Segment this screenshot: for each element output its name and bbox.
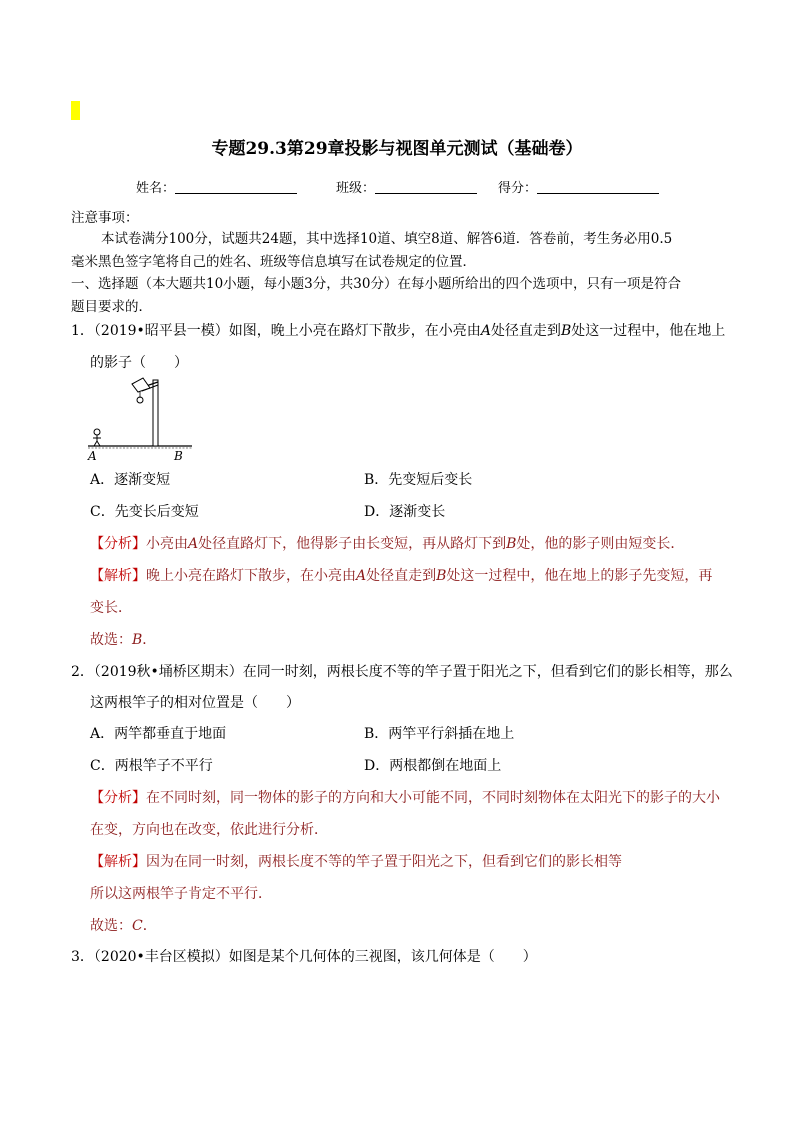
highlight-marker xyxy=(71,101,80,120)
q1-option-b[interactable]: B．先变短后变长 xyxy=(364,472,473,488)
page-title: 专题29.3第29章投影与视图单元测试（基础卷） xyxy=(211,139,583,159)
analysis-tag: 【分析】 xyxy=(90,536,146,552)
score-blank[interactable] xyxy=(537,181,659,194)
notice-line-2: 毫米黑色签字笔将自己的姓名、班级等信息填写在试卷规定的位置． xyxy=(71,254,476,270)
solution-tag: 【解析】 xyxy=(90,854,146,870)
q2-solution-line-2: 所以这两根竿子肯定不平行． xyxy=(90,886,272,902)
q2-number: 2． xyxy=(71,664,94,680)
q2-analysis-line-1: 【分析】在不同时刻，同一物体的影子的方向和大小可能不同，不同时刻物体在太阳光下的影子的大小 xyxy=(90,790,720,806)
q1-solution-line-2: 变长． xyxy=(90,600,132,616)
q2-option-c[interactable]: C．两根竿子不平行 xyxy=(90,758,213,774)
figure-label-a: A xyxy=(88,449,97,462)
q2-option-d[interactable]: D．两根都倒在地面上 xyxy=(364,758,502,774)
q2-option-a[interactable]: A．两竿都垂直于地面 xyxy=(90,726,227,742)
q1-solution-line-1: 【解析】晚上小亮在路灯下散步，在小亮由A处径直走到B处这一过程中，他在地上的影子先变短，再 xyxy=(90,568,713,584)
q1-answer: 故选：B． xyxy=(90,632,157,648)
section-heading-2: 题目要求的． xyxy=(71,299,152,315)
notice-line-1: 本试卷满分100分，试题共24题，其中选择10道、填空8道、解答6道．答卷前，考生务必用0.5 xyxy=(101,231,673,247)
q1-analysis: 【分析】小亮由A处径直路灯下，他得影子由长变短，再从路灯下到B处，他的影子则由短变长． xyxy=(90,536,685,552)
name-blank[interactable] xyxy=(175,181,297,194)
q2-option-b[interactable]: B．两竿平行斜插在地上 xyxy=(364,726,515,742)
q2-stem-line-2: 这两根竿子的相对位置是（ ） xyxy=(90,695,300,711)
q1-option-d[interactable]: D．逐渐变长 xyxy=(364,504,446,520)
q1-option-a[interactable]: A．逐渐变短 xyxy=(90,472,171,488)
streetlight-figure xyxy=(82,376,198,462)
q2-answer: 故选：C． xyxy=(90,918,157,934)
class-field xyxy=(336,177,477,196)
section-heading-1: 一、选择题（本大题共10小题，每小题3分，共30分）在每小题所给出的四个选项中，只有一项是符合 xyxy=(71,276,681,292)
class-label: 班级： xyxy=(336,181,376,196)
name-label: 姓名： xyxy=(136,181,176,196)
q3-number: 3． xyxy=(71,949,94,965)
q2-solution-line-1: 【解析】因为在同一时刻，两根长度不等的竿子置于阳光之下，但看到它们的影长相等 xyxy=(90,854,622,870)
q1-number: 1． xyxy=(71,323,94,339)
name-field xyxy=(136,177,297,196)
score-field xyxy=(498,177,659,196)
q1-option-c[interactable]: C．先变长后变短 xyxy=(90,504,199,520)
solution-tag: 【解析】 xyxy=(90,568,146,584)
score-label: 得分： xyxy=(498,181,538,196)
q3-stem-line-1: 3．（2020•丰台区模拟）如图是某个几何体的三视图，该几何体是（ ） xyxy=(71,949,537,965)
class-blank[interactable] xyxy=(375,181,477,194)
notice-heading: 注意事项： xyxy=(71,210,139,226)
figure-label-b: B xyxy=(174,449,183,462)
q1-stem-line-1: 1．（2019•昭平县一模）如图，晚上小亮在路灯下散步，在小亮由A处径直走到B处这一过程中，他在地上 xyxy=(71,323,726,339)
q2-stem-line-1: 2．（2019秋•埇桥区期末）在同一时刻，两根长度不等的竿子置于阳光之下，但看到它们的影长相等，那么 xyxy=(71,664,733,680)
analysis-tag: 【分析】 xyxy=(90,790,146,806)
q2-analysis-line-2: 在变，方向也在改变，依此进行分析． xyxy=(90,822,328,838)
q1-stem-line-2: 的影子（ ） xyxy=(90,355,188,371)
